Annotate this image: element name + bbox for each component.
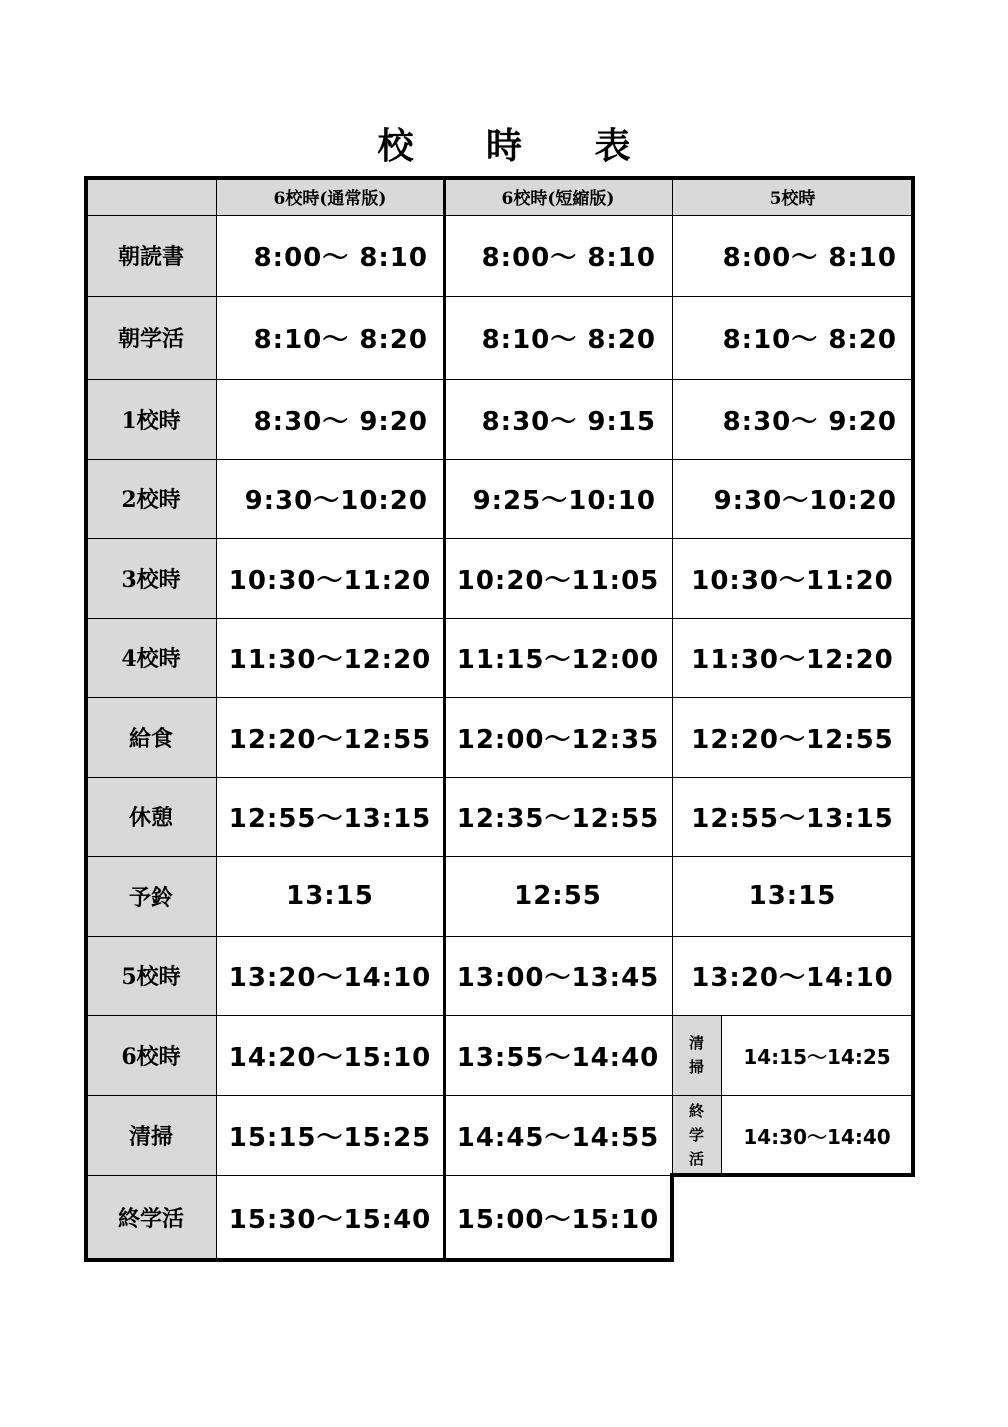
time-normal: 12:55～13:15 (228, 804, 432, 834)
time-five: 14:15～14:25 (743, 1044, 891, 1069)
time-short: 12:35～12:55 (456, 804, 660, 834)
time-five: 10:30～11:20 (691, 565, 894, 596)
grid-line-h (86, 697, 672, 698)
row-label: 給食 (86, 697, 216, 777)
time-short: 12:55 (514, 881, 602, 911)
border-left (84, 176, 88, 1262)
five-sub-label: 清掃 (688, 1034, 704, 1076)
grid-line-v (672, 178, 673, 1175)
time-short: 13:55～14:40 (456, 1042, 660, 1073)
time-five: 12:55～13:15 (691, 804, 894, 834)
time-short: 13:00～13:45 (456, 963, 660, 993)
row-label: 予鈴 (86, 856, 216, 936)
row-label: 5校時 (86, 936, 216, 1015)
grid-line-h (672, 538, 913, 539)
grid-line-h (86, 1095, 672, 1096)
row-label: 4校時 (86, 618, 216, 697)
column-header: 5校時 (672, 178, 913, 215)
time-five: 14:30～14:40 (743, 1124, 891, 1149)
time-five: 8:10～ 8:20 (722, 325, 897, 355)
time-short: 12:00～12:35 (456, 724, 660, 755)
grid-line-h (672, 379, 913, 380)
row-label: 1校時 (86, 379, 216, 459)
time-short: 10:20～11:05 (456, 565, 660, 596)
time-normal: 15:15～15:25 (228, 1122, 432, 1153)
time-five: 13:20～14:10 (691, 963, 894, 993)
column-header: 6校時(短縮版) (444, 178, 672, 215)
grid-line-h (672, 697, 913, 698)
row-label: 2校時 (86, 459, 216, 538)
time-five: 8:30～ 9:20 (722, 406, 897, 437)
time-normal: 13:15 (286, 881, 374, 911)
grid-line-h (86, 296, 672, 297)
five-sub-label: 終学活 (688, 1102, 704, 1168)
grid-line-h (672, 296, 913, 297)
time-five: 13:15 (748, 881, 837, 911)
time-normal: 10:30～11:20 (228, 565, 432, 596)
five-sub-label-cell (672, 1095, 721, 1175)
time-normal: 9:30～10:20 (244, 486, 428, 516)
border-right (911, 176, 915, 1177)
grid-line-h (672, 459, 913, 460)
time-short: 15:00～15:10 (456, 1205, 660, 1235)
grid-line-v-thick (443, 178, 446, 1260)
grid-line-v (216, 178, 217, 1260)
border-top (84, 176, 915, 180)
grid-line-h (672, 1015, 913, 1016)
row-label: 6校時 (86, 1015, 216, 1095)
row-label: 朝読書 (86, 215, 216, 296)
row-label: 清掃 (86, 1095, 216, 1175)
time-normal: 8:30～ 9:20 (253, 406, 428, 437)
time-normal: 8:10～ 8:20 (253, 325, 428, 355)
grid-line-h (86, 618, 672, 619)
row-label: 朝学活 (86, 296, 216, 379)
time-short: 11:15～12:00 (456, 645, 660, 675)
border-step-right (670, 1173, 674, 1262)
row-label: 終学活 (86, 1175, 216, 1260)
border-step-bottom (670, 1173, 915, 1177)
time-normal: 11:30～12:20 (228, 645, 432, 675)
time-five: 8:00～ 8:10 (722, 243, 897, 273)
time-short: 14:45～14:55 (456, 1122, 660, 1153)
page-title: 校 時 表 (377, 125, 661, 167)
grid-line-h (672, 618, 913, 619)
grid-line-h (86, 379, 672, 380)
grid-line-h (672, 936, 913, 937)
grid-line-h (86, 215, 672, 216)
grid-line-h (86, 777, 672, 778)
time-short: 8:00～ 8:10 (481, 243, 656, 273)
grid-line-h (86, 936, 672, 937)
grid-line-h (86, 856, 672, 857)
time-normal: 14:20～15:10 (228, 1042, 432, 1073)
grid-line-h (672, 215, 913, 216)
row-label: 休憩 (86, 777, 216, 856)
grid-line-h (672, 1095, 913, 1096)
grid-line-h (672, 777, 913, 778)
border-bottom (84, 1258, 674, 1262)
time-five: 9:30～10:20 (713, 486, 897, 516)
time-normal: 12:20～12:55 (228, 724, 432, 755)
time-short: 8:10～ 8:20 (481, 325, 656, 355)
time-five: 12:20～12:55 (691, 724, 894, 755)
time-five: 11:30～12:20 (691, 645, 894, 675)
time-normal: 13:20～14:10 (228, 963, 432, 993)
five-sub-label-cell (672, 1015, 721, 1095)
header-corner (86, 178, 216, 215)
time-short: 8:30～ 9:15 (481, 406, 656, 437)
grid-line-h (86, 1175, 672, 1176)
column-header: 6校時(通常版) (216, 178, 444, 215)
grid-line-h (672, 856, 913, 857)
grid-line-h (86, 459, 672, 460)
time-short: 9:25～10:10 (472, 486, 656, 516)
row-label: 3校時 (86, 538, 216, 618)
time-normal: 8:00～ 8:10 (253, 243, 428, 273)
grid-line-h (86, 1015, 672, 1016)
grid-line-h (86, 538, 672, 539)
grid-line-v (721, 1015, 722, 1175)
time-normal: 15:30～15:40 (228, 1205, 432, 1235)
